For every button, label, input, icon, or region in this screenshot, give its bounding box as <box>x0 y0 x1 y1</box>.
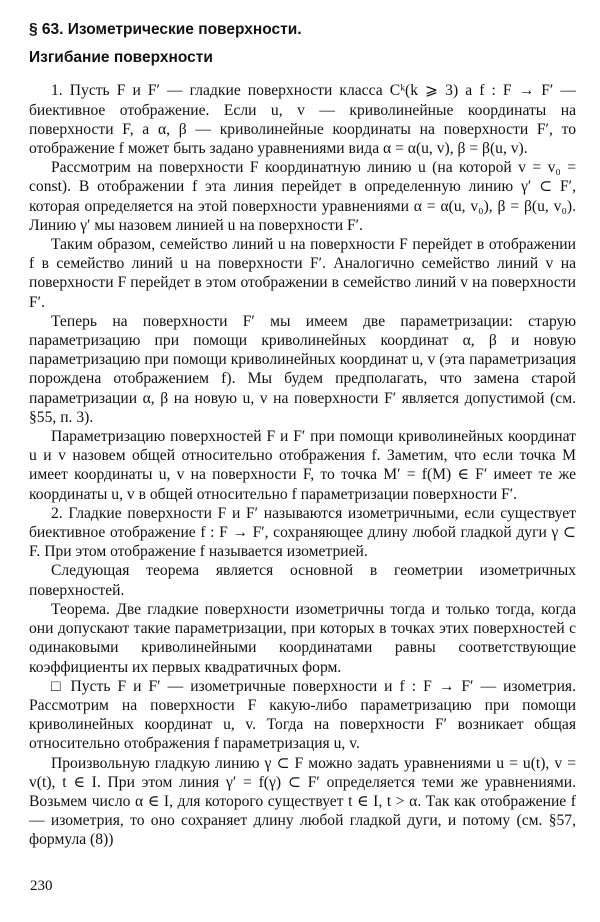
paragraph: 2. Гладкие поверхности F и F′ называются изометричными, если существует биективное отображение f : F → F′, сохраняющее длину любой гладкой дуги γ ⊂ F. При этом отображение f называется изометрией. <box>29 504 576 561</box>
paragraph: Параметризацию поверхностей F и F′ при помощи криволинейных координат u и v назовем общей относительно отображения f. Заметим, что если точка M имеет координаты u, v на поверхности F, то точка M′ = f(M) ∈ F′ имеет те же координаты u, v в общей относительно f параметризации поверхности F′. <box>29 428 576 503</box>
section-heading: § 63. Изометрические поверхности. <box>29 21 302 38</box>
page-number: 230 <box>30 878 53 894</box>
section-subheading: Изгибание поверхности <box>29 49 213 67</box>
paragraph: Следующая теорема является основной в геометрии изометричных поверхностей. <box>29 562 576 599</box>
paragraph: Теперь на поверхности F′ мы имеем две параметризации: старую параметризацию при помощи криволинейных координат α, β и новую параметризацию при помощи криволинейных координат u, v (эта параметризация порождена отображением f). Мы будем предполагать, что замена старой параметризации α, β на новую u, v на поверхности F′ является допустимой (см. §55, п. 3). <box>29 312 576 426</box>
paragraph: 1. Пусть F и F′ — гладкие поверхности класса Cᵏ(k ⩾ 3) а f : F → F′ — биективное отображение. Если u, v — криволинейные координаты на поверхности F, а α, β — криволинейные координаты на поверхности F′, то отображение f может быть задано уравнениями вида α = α(u, v), β = β(u, v). <box>29 82 576 158</box>
proof-paragraph: □ Пусть F и F′ — изометричные поверхности и f : F → F′ — изометрия. Рассмотрим на поверхности F какую-либо параметризацию при помощи криволинейных координат u, v. Тогда на поверхности F′ возникает общая относительно отображения f параметризация u, v. <box>29 677 576 753</box>
paragraph: Рассмотрим на поверхности F координатную линию u (на которой v = v₀ = const). В отображении f эта линия перейдет в определенную линию γ′ ⊂ F′, которая определяется на этой поверхности уравнениями α = α(u, v₀), β = β(u, v₀). Линию γ′ мы назовем линией u на поверхности F′. <box>29 159 576 234</box>
theorem-paragraph: Теорема. Две гладкие поверхности изометричны тогда и только тогда, когда они допускают такие параметризации, при которых в точках этих поверхностей с одинаковыми криволинейными координатами равны соответствующие коэффициенты их первых квадратичных форм. <box>29 600 576 676</box>
paragraph: Таким образом, семейство линий u на поверхности F перейдет в отображении f в семейство линий u на поверхности F′. Аналогично семейство линий v на поверхности F перейдет в этом отображении в семейство линий v на поверхности F′. <box>29 236 576 311</box>
page-body <box>29 20 576 850</box>
paragraph: Произвольную гладкую линию γ ⊂ F можно задать уравнениями u = u(t), v = v(t), t ∈ I. При этом линия γ′ = f(γ) ⊂ F′ определяется теми же уравнениями. Возьмем число α ∈ I, для которого существует t ∈ I, t > α. Так как отображение f — изометрия, то оно сохраняет длину любой гладкой дуги, и потому (см. §57, формула (8)) <box>29 754 576 849</box>
